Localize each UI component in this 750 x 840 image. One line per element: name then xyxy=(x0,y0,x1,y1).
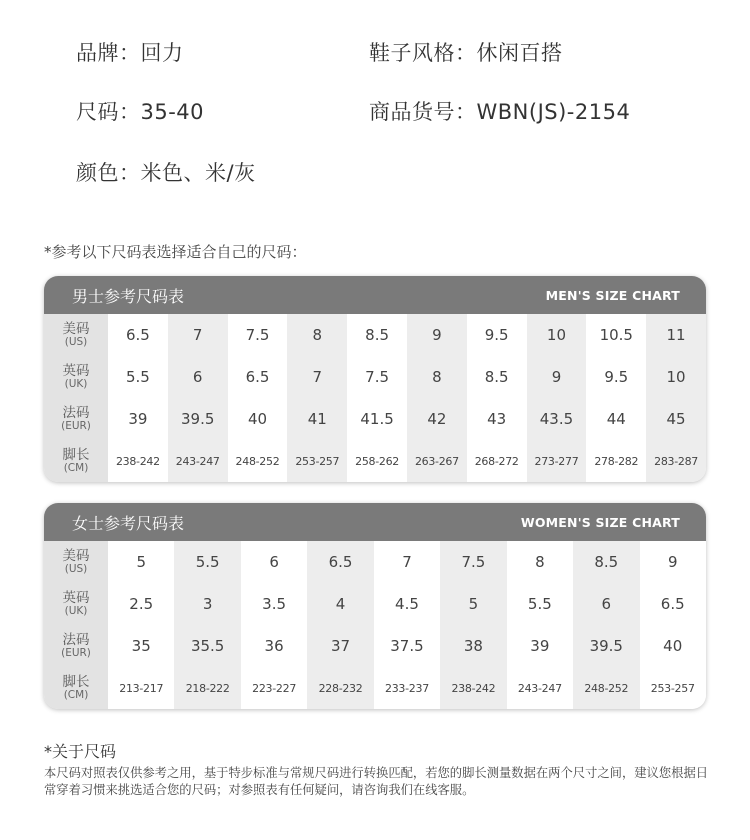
row-label xyxy=(44,583,108,625)
size-cell: 218-222 xyxy=(174,667,240,709)
size-cell: 248-252 xyxy=(573,667,639,709)
size-cell: 5 xyxy=(440,583,506,625)
size-cell: 43.5 xyxy=(527,398,587,440)
size-cell: 9 xyxy=(527,356,587,398)
row-label-en: (CM) xyxy=(63,688,89,701)
size-cell: 3.5 xyxy=(241,583,307,625)
size-cell: 39 xyxy=(108,398,168,440)
size-cell: 45 xyxy=(646,398,706,440)
size-cell: 6.5 xyxy=(640,583,706,625)
size-cell: 10 xyxy=(646,356,706,398)
row-label-cn: 美码 xyxy=(62,321,90,338)
size-cell: 35.5 xyxy=(174,625,240,667)
size-cell: 283-287 xyxy=(646,440,706,482)
size-cell: 6.5 xyxy=(108,314,168,356)
size-cell: 7.5 xyxy=(228,314,288,356)
mens-row-2 xyxy=(44,356,706,398)
size-cell: 238-242 xyxy=(440,667,506,709)
row-label-cn: 法码 xyxy=(62,632,90,649)
spec-brand: 品牌：回力 xyxy=(76,41,184,65)
row-label-cn: 英码 xyxy=(62,363,90,380)
size-cell: 43 xyxy=(467,398,527,440)
mens-row-4 xyxy=(44,440,706,482)
size-cell: 5.5 xyxy=(108,356,168,398)
size-cell: 8 xyxy=(287,314,347,356)
size-cell: 8 xyxy=(407,356,467,398)
size-cell: 8.5 xyxy=(467,356,527,398)
about-size-title: *关于尺码 xyxy=(44,742,117,761)
size-cell: 273-277 xyxy=(527,440,587,482)
row-label-en: (US) xyxy=(64,335,88,348)
size-cell: 10 xyxy=(527,314,587,356)
size-cell: 9 xyxy=(640,541,706,583)
size-cell: 223-227 xyxy=(241,667,307,709)
mens-size-chart xyxy=(44,276,706,482)
size-cell: 268-272 xyxy=(467,440,527,482)
mens-chart-title: 男士参考尺码表 xyxy=(72,286,185,306)
size-cell: 40 xyxy=(640,625,706,667)
womens-row-3 xyxy=(44,625,706,667)
row-label-en: (CM) xyxy=(63,461,89,474)
row-label-cn: 脚长 xyxy=(62,447,90,464)
size-cell: 8.5 xyxy=(573,541,639,583)
row-label xyxy=(44,356,108,398)
womens-chart-header xyxy=(44,503,706,541)
size-cell: 37 xyxy=(307,625,373,667)
row-label xyxy=(44,541,108,583)
size-cell: 7.5 xyxy=(347,356,407,398)
size-cell: 253-257 xyxy=(287,440,347,482)
size-cell: 278-282 xyxy=(586,440,646,482)
size-cell: 38 xyxy=(440,625,506,667)
row-label xyxy=(44,625,108,667)
spec-size: 尺码：35-40 xyxy=(76,100,205,124)
size-cell: 8.5 xyxy=(347,314,407,356)
mens-row-1 xyxy=(44,314,706,356)
womens-chart-body xyxy=(44,541,706,709)
size-cell: 5.5 xyxy=(174,541,240,583)
row-label xyxy=(44,398,108,440)
size-cell: 8 xyxy=(507,541,573,583)
size-cell: 36 xyxy=(241,625,307,667)
size-cell: 37.5 xyxy=(374,625,440,667)
size-cell: 6 xyxy=(573,583,639,625)
size-cell: 41 xyxy=(287,398,347,440)
mens-row-3 xyxy=(44,398,706,440)
womens-row-2 xyxy=(44,583,706,625)
size-cell: 233-237 xyxy=(374,667,440,709)
row-label-en: (EUR) xyxy=(61,646,91,659)
size-cell: 243-247 xyxy=(168,440,228,482)
row-label xyxy=(44,667,108,709)
womens-chart-title: 女士参考尺码表 xyxy=(72,513,185,533)
size-cell: 39 xyxy=(507,625,573,667)
size-cell: 3 xyxy=(174,583,240,625)
size-cell: 4.5 xyxy=(374,583,440,625)
size-cell: 2.5 xyxy=(108,583,174,625)
womens-row-1 xyxy=(44,541,706,583)
mens-chart-header xyxy=(44,276,706,314)
spec-item-number: 商品货号：WBN(JS)-2154 xyxy=(369,100,631,124)
spec-style: 鞋子风格：休闲百搭 xyxy=(369,41,563,65)
row-label-cn: 美码 xyxy=(62,548,90,565)
size-cell: 228-232 xyxy=(307,667,373,709)
size-cell: 7.5 xyxy=(440,541,506,583)
size-cell: 5.5 xyxy=(507,583,573,625)
row-label-cn: 法码 xyxy=(62,405,90,422)
mens-chart-body xyxy=(44,314,706,482)
size-cell: 44 xyxy=(586,398,646,440)
row-label-cn: 脚长 xyxy=(62,674,90,691)
size-cell: 243-247 xyxy=(507,667,573,709)
row-label-cn: 英码 xyxy=(62,590,90,607)
mens-chart-title-en: MEN'S SIZE CHART xyxy=(545,287,680,303)
row-label-en: (EUR) xyxy=(61,419,91,432)
size-cell: 263-267 xyxy=(407,440,467,482)
size-cell: 40 xyxy=(228,398,288,440)
row-label-en: (US) xyxy=(64,562,88,575)
size-cell: 39.5 xyxy=(573,625,639,667)
size-cell: 6 xyxy=(241,541,307,583)
size-cell: 6 xyxy=(168,356,228,398)
row-label xyxy=(44,314,108,356)
size-cell: 42 xyxy=(407,398,467,440)
row-label xyxy=(44,440,108,482)
size-cell: 9 xyxy=(407,314,467,356)
about-size-text: 本尺码对照表仅供参考之用，基于特步标准与常规尺码进行转换匹配，若您的脚长测量数据在两个尺寸之间，建议您根据日常穿着习惯来挑选适合您的尺码；对参照表有任何疑问，请咨询我们在线客服。 xyxy=(44,766,709,797)
size-cell: 7 xyxy=(287,356,347,398)
size-cell: 41.5 xyxy=(347,398,407,440)
size-cell: 238-242 xyxy=(108,440,168,482)
size-cell: 248-252 xyxy=(228,440,288,482)
size-cell: 258-262 xyxy=(347,440,407,482)
size-cell: 9.5 xyxy=(467,314,527,356)
size-cell: 39.5 xyxy=(168,398,228,440)
size-cell: 35 xyxy=(108,625,174,667)
size-cell: 213-217 xyxy=(108,667,174,709)
size-chart-note: *参考以下尺码表选择适合自己的尺码： xyxy=(44,243,307,261)
womens-chart-title-en: WOMEN'S SIZE CHART xyxy=(520,514,680,530)
size-cell: 4 xyxy=(307,583,373,625)
spec-color: 颜色：米色、米/灰 xyxy=(76,161,256,185)
size-cell: 253-257 xyxy=(640,667,706,709)
size-cell: 7 xyxy=(168,314,228,356)
row-label-en: (UK) xyxy=(64,377,88,390)
size-cell: 5 xyxy=(108,541,174,583)
size-cell: 6.5 xyxy=(228,356,288,398)
size-cell: 7 xyxy=(374,541,440,583)
row-label-en: (UK) xyxy=(64,604,88,617)
womens-row-4 xyxy=(44,667,706,709)
size-cell: 11 xyxy=(646,314,706,356)
size-cell: 10.5 xyxy=(586,314,646,356)
womens-size-chart xyxy=(44,503,706,709)
size-cell: 6.5 xyxy=(307,541,373,583)
size-cell: 9.5 xyxy=(586,356,646,398)
